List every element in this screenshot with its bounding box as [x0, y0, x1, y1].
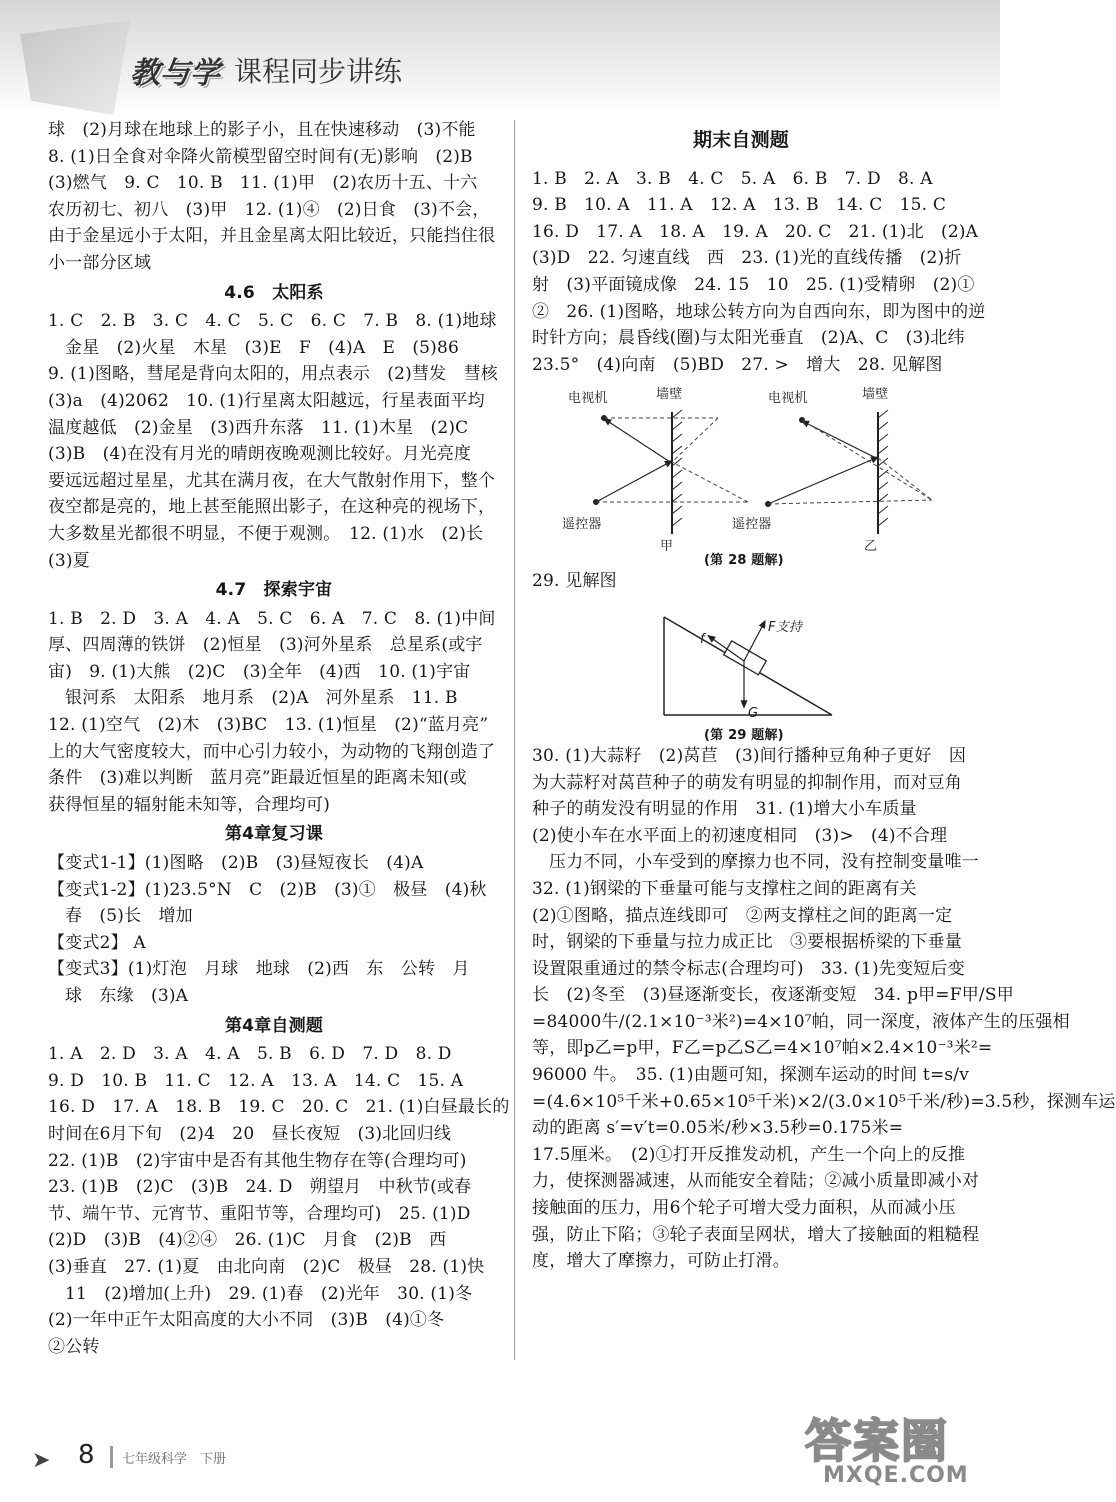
answer-line: 金星 (2)火星 木星 (3)E F (4)A E (5)86	[65, 337, 460, 358]
answer-line: 球 (2)月球在地球上的影子小，且在快速移动 (3)不能	[48, 120, 476, 140]
answer-line: 29. 见解图	[532, 571, 617, 592]
answer-line: =84000牛/(2.1×10⁻³米²)=4×10⁷帕，同一深度，液体产生的压强相	[532, 1011, 1070, 1032]
answer-line: 时针方向；晨昏线(圈)与太阳光垂直 (2)A、C (3)北纬	[532, 328, 965, 349]
answer-line: 9. (1)图略，彗尾是背向太阳的，用点表示 (2)彗发 彗核	[48, 364, 498, 385]
answer-line: 9. B 10. A 11. A 12. A 13. B 14. C 15. C	[532, 195, 947, 216]
final-test-title: 期末自测题	[692, 129, 789, 151]
fig28-caption: (第 28 题解)	[704, 553, 784, 569]
fig28-left-wall-label: 墙壁	[656, 387, 683, 403]
answer-line: 要远远超过星星，尤其在满月夜，在大气散射作用下，整个	[48, 470, 496, 491]
figure-29	[532, 597, 950, 743]
answer-line: 春 (5)长 增加	[65, 906, 193, 927]
answer-line: 23.5° (4)向南 (5)BD 27. > 增大 28. 见解图	[532, 354, 943, 375]
answer-line: 接触面的压力，用6个轮子可增大受力面积，从而减小压	[532, 1198, 956, 1219]
answer-line: (3)a (4)2062 10. (1)行星离太阳越远，行星表面平均	[48, 390, 485, 411]
answer-line: 上的大气密度较大，而中心引力较小，为动物的飞翔创造了	[48, 741, 496, 762]
page-header	[0, 0, 1000, 115]
answer-line: 宙) 9. (1)大熊 (2)C (3)全年 (4)西 10. (1)宇宙	[48, 661, 471, 682]
answer-line: (3)燃气 9. C 10. B 11. (1)甲 (2)农历十五、十六	[48, 173, 478, 194]
column-divider	[514, 120, 515, 1360]
answer-line: 23. (1)B (2)C (3)B 24. D 朔望月 中秋节(或春	[48, 1177, 472, 1198]
answer-line: 【变式2】 A	[48, 932, 146, 953]
section-heading: 第4章复习课	[224, 824, 324, 845]
answer-line: 种子的萌发没有明显的作用 31. (1)增大小车质量	[532, 799, 917, 820]
answer-line: 1. B 2. D 3. A 4. A 5. C 6. A 7. C 8. (1)中间	[48, 608, 496, 629]
footer-divider	[110, 1446, 113, 1468]
answer-line: (2)D (3)B (4)②④ 26. (1)C 月食 (2)B 西	[48, 1230, 447, 1251]
answer-line: 射 (3)平面镜成像 24. 15 10 25. (1)受精卵 (2)①	[532, 274, 975, 295]
answer-line: (2)一年中正午太阳高度的大小不同 (3)B (4)①冬	[48, 1310, 445, 1331]
answer-line: 条件 (3)难以判断 蓝月亮”距最近恒星的距离未知(或	[48, 768, 467, 789]
fig28-right-remote-label: 遥控器	[732, 517, 772, 533]
answer-line: (2)使小车在水平面上的初速度相同 (3)> (4)不合理	[532, 825, 948, 846]
fig29-caption: (第 29 题解)	[704, 727, 784, 743]
answer-line: 强，防止下陷；③轮子表面呈网状，增大了接触面的粗糙程	[532, 1224, 980, 1245]
answer-line: 设置限重通过的禁令标志(合理均可) 33. (1)先变短后变	[532, 958, 965, 979]
answer-line: 11 (2)增加(上升) 29. (1)春 (2)光年 30. (1)冬	[65, 1283, 473, 1304]
fig28-right-name: 乙	[864, 539, 878, 555]
fig28-left-remote-label: 遥控器	[562, 517, 602, 533]
answer-line: 压力不同，小车受到的摩擦力也不同，没有控制变量唯一	[549, 852, 979, 873]
answer-line: 力，使探测器减速，从而能安全着陆；②减小质量即减小对	[532, 1171, 980, 1192]
answer-line: 节、端午节、元宵节、重阳节等，合理均可) 25. (1)D	[48, 1203, 471, 1224]
answer-line: 温度越低 (2)金星 (3)西升东落 11. (1)木星 (2)C	[48, 417, 469, 438]
watermark-main: 答案圈	[805, 1414, 949, 1468]
answer-line: 30. (1)大蒜籽 (2)莴苣 (3)间行播种豆角种子更好 因	[532, 745, 967, 766]
answer-line: 8. (1)日全食对伞降火箭模型留空时间有(无)影响 (2)B	[48, 146, 473, 167]
answer-line: (3)D 22. 匀速直线 西 23. (1)光的直线传播 (2)折	[532, 248, 962, 269]
answer-line: 等，即p乙=p甲，F乙=p乙S乙=4×10⁷帕×2.4×10⁻³米²=	[532, 1038, 993, 1059]
header-title: 课程同步讲练	[234, 55, 403, 88]
answer-line: 22. (1)B (2)宇宙中是否有其他生物存在等(合理均可)	[48, 1150, 467, 1171]
fig29-gravity-label: G	[748, 705, 759, 721]
footer-arrow-icon: ➤	[32, 1448, 51, 1473]
answer-line: 17.5厘米。 (2)①打开反推发动机，产生一个向上的反推	[532, 1144, 966, 1165]
answer-line: 夜空都是亮的，地上甚至能照出影子，在这种亮的视场下，	[48, 497, 496, 518]
right-column	[532, 117, 1116, 1275]
answer-line: 长 (2)冬至 (3)昼逐渐变长，夜逐渐变短 34. p甲=F甲/S甲	[532, 985, 1014, 1006]
answer-line: =(4.6×10⁵千米+0.65×10⁵千米)×2/(3.0×10⁵千米/秒)=3.5秒，探测车运	[532, 1091, 1116, 1112]
figure-28	[532, 382, 950, 555]
answer-line: 1. B 2. A 3. B 4. C 5. A 6. B 7. D 8. A	[532, 168, 933, 189]
section-heading: 4.6 太阳系	[224, 282, 324, 303]
fig28-right-wall-label: 墙壁	[862, 387, 889, 403]
brand-logo: 教与学	[130, 56, 220, 91]
answer-line: 由于金星远小于太阳，并且金星离太阳比较近，只能挡住很	[48, 226, 496, 247]
figure-29-diagram	[532, 597, 950, 743]
fig28-left-tv-label: 电视机	[568, 391, 608, 407]
fig28-right-tv-label: 电视机	[768, 391, 808, 407]
header-decoration	[20, 20, 130, 115]
footer-subject: 七年级科学 下册	[122, 1452, 227, 1467]
fig28-left-name: 甲	[660, 539, 674, 555]
answer-line: 时间在6月下旬 (2)4 20 昼长夜短 (3)北回归线	[48, 1123, 452, 1144]
section-heading: 4.7 探索宇宙	[215, 580, 333, 601]
answer-line: 获得恒星的辐射能未知等，合理均可)	[48, 794, 331, 815]
answer-line: 动的距离 s′=v′t=0.05米/秒×3.5秒=0.175米=	[532, 1118, 904, 1139]
answer-line: 16. D 17. A 18. A 19. A 20. C 21. (1)北 (2)A	[532, 221, 979, 242]
answer-line: ②公转	[48, 1336, 100, 1357]
page-number: 8	[78, 1440, 95, 1470]
answer-line: 时，钢梁的下垂量与拉力成正比 ③要根据桥梁的下垂量	[532, 932, 962, 953]
answer-line: 小一部分区域	[48, 252, 152, 273]
answer-line: (3)B (4)在没有月光的晴朗夜晚观测比较好。月光亮度	[48, 444, 472, 465]
answer-line: 为大蒜籽对莴苣种子的萌发有明显的抑制作用，而对豆角	[532, 772, 962, 793]
fig29-friction-label: f	[700, 631, 705, 647]
answer-line: (2)①图略，描点连线即可 ②两支撑柱之间的距离一定	[532, 905, 953, 926]
answer-line: 度，增大了摩擦力，可防止打滑。	[532, 1251, 790, 1272]
left-column	[48, 117, 510, 1360]
answer-line: 银河系 太阳系 地月系 (2)A 河外星系 11. B	[65, 688, 458, 709]
answer-line: (3)夏	[48, 550, 90, 571]
answer-line: 厚、四周薄的铁饼 (2)恒星 (3)河外星系 总星系(或宇	[48, 635, 483, 656]
answer-line: 96000 牛。 35. (1)由题可知，探测车运动的时间 t=s/v	[532, 1065, 970, 1086]
answer-line: 大多数星光都很不明显，不便于观测。 12. (1)水 (2)长	[48, 523, 484, 544]
watermark-logo	[805, 1405, 985, 1495]
fig29-support-force-label: F支持	[768, 619, 803, 635]
answer-line: 【变式1-2】(1)23.5°N C (2)B (3)① 极昼 (4)秋	[48, 879, 487, 900]
answer-line: 球 东缘 (3)A	[65, 986, 189, 1006]
section-heading: 第4章自测题	[224, 1015, 324, 1036]
answer-line: 【变式1-1】(1)图略 (2)B (3)昼短夜长 (4)A	[48, 853, 424, 874]
answer-line: (3)垂直 27. (1)夏 由北向南 (2)C 极昼 28. (1)快	[48, 1256, 485, 1277]
answer-line: 农历初七、初八 (3)甲 12. (1)④ (2)日食 (3)不会，	[48, 199, 490, 220]
answer-line: 1. A 2. D 3. A 4. A 5. B 6. D 7. D 8. D	[48, 1044, 452, 1065]
answer-line: ② 26. (1)图略，地球公转方向为自西向东，即为图中的逆	[532, 301, 986, 322]
answer-line: 16. D 17. A 18. B 19. C 20. C 21. (1)白昼最长的	[48, 1097, 510, 1118]
answer-line: 9. D 10. B 11. C 12. A 13. A 14. C 15. A	[48, 1070, 464, 1091]
answer-line: 1. C 2. B 3. C 4. C 5. C 6. C 7. B 8. (1)地球	[48, 311, 497, 332]
watermark-sub: MXQE.COM	[823, 1463, 969, 1488]
answer-line: 32. (1)钢梁的下垂量可能与支撑柱之间的距离有关	[532, 878, 917, 899]
answer-line: 12. (1)空气 (2)木 (3)BC 13. (1)恒星 (2)“蓝月亮”	[48, 715, 489, 736]
answer-line: 【变式3】(1)灯泡 月球 地球 (2)西 东 公转 月	[48, 959, 470, 980]
